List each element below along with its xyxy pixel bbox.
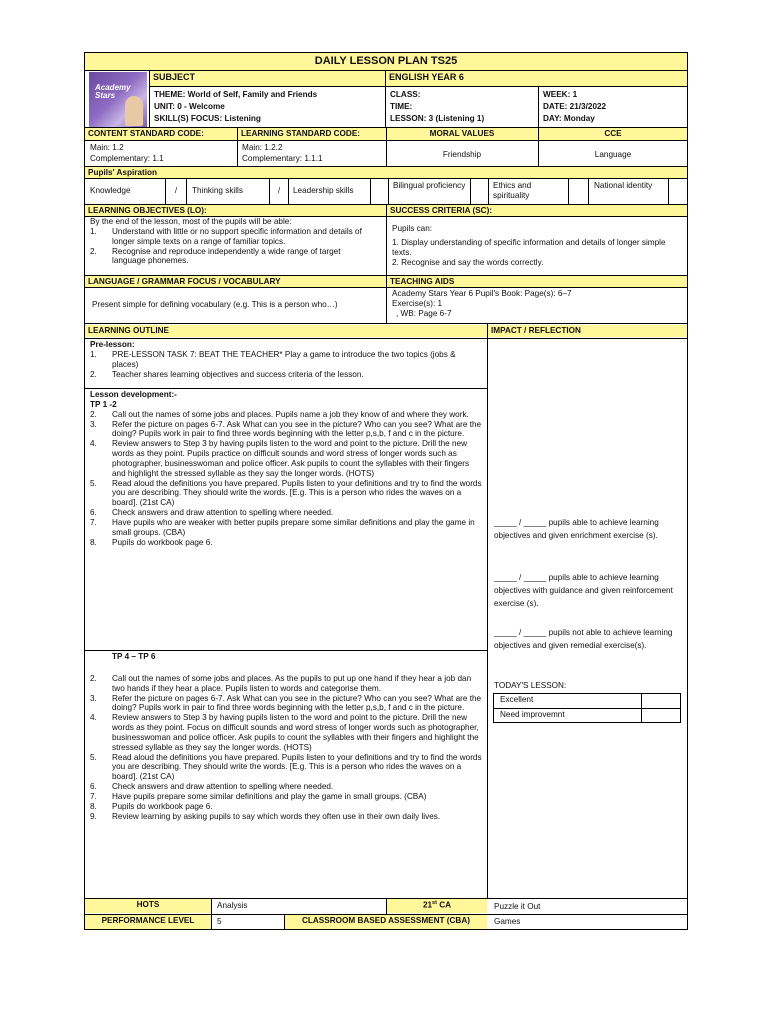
ca-label: 21st CA: [387, 899, 487, 913]
impact-reflection-label: IMPACT / REFLECTION: [488, 325, 687, 337]
tick-knowledge: /: [174, 186, 178, 195]
aids-book: Academy Stars Year 6 Pupil's Book: Page(s): 6–7: [392, 289, 572, 298]
sc-content: [389, 223, 685, 268]
content-complementary: Complementary: 1.1: [90, 154, 164, 163]
list-item: 7. Have pupils who are weaker with better pupils prepare some similar definitions and play the game in small groups. (CBA): [90, 517, 475, 537]
skill-focus: SKILL(S) FOCUS: Listening: [154, 114, 261, 123]
lo-label: LEARNING OBJECTIVES (LO):: [85, 205, 386, 216]
learning-complementary: Complementary: 1.1.1: [242, 154, 323, 163]
tick-thinking: /: [277, 186, 281, 195]
need-improvement-checkbox[interactable]: [642, 709, 680, 722]
sc-item-1: 1. Display understanding of specific information and details of longer simple texts.: [392, 237, 666, 257]
teaching-aids-label: TEACHING AIDS: [387, 276, 687, 287]
list-item: 5. Read aloud the definitions you have prepared. Pupils listen to your definitions and try to find the words you are describing. They should write the words. [E.g. This is a person who rides the waves on a board]. (21st CA): [90, 478, 482, 508]
tp1-label: TP 1 -2: [90, 399, 117, 409]
pre-lesson-section: [87, 339, 485, 380]
list-item: 5. Read aloud the definitions you have prepared. Pupils listen to your definitions and try to find the words you are describing. They should write the words. [E.g. This is a person who rides the waves on a board]. (21st CA): [90, 752, 482, 782]
lesson-development-label: Lesson development:-: [90, 390, 177, 399]
impact-enrichment: _____ / _____ pupils able to achieve learning objectives and given enrichment exercise (s).: [494, 518, 659, 541]
cba-label: CLASSROOM BASED ASSESSMENT (CBA): [285, 915, 487, 929]
hots-value: Analysis: [217, 901, 248, 910]
list-item: 4. Review answers to Step 3 by having pupils listen to the word and point to the picture. Drill the new words as they point. Focus on difficult sounds and word stress of longer words such as photographer, businesswoman and police officer. Ask pupils to count the syllables with their fingers and highlight the stressed syllable as they say the longer words. (HOTS): [90, 713, 479, 752]
tp4-label: TP 4 – TP 6: [112, 652, 156, 661]
theme: THEME: World of Self, Family and Friends: [154, 90, 318, 99]
lo-item: 1. Understand with little or no support specific information and details of longer simple texts on a range of familiar topics.: [90, 226, 362, 246]
excellent-checkbox[interactable]: [642, 694, 680, 707]
learning-main: Main: 1.2.2: [242, 143, 283, 152]
excellent-label: Excellent: [500, 695, 534, 704]
list-item: 6. Check answers and draw attention to spelling where needed.: [90, 782, 334, 792]
lo-content: [87, 216, 377, 267]
aspiration-leadership: Leadership skills: [293, 186, 354, 195]
list-item: 2. Call out the names of some jobs and places. Pupils name a job they know of and where they work.: [90, 409, 469, 419]
learning-outline-label: LEARNING OUTLINE: [85, 325, 487, 337]
language-label: LANGUAGE / GRAMMAR FOCUS / VOCABULARY: [85, 276, 386, 287]
day: DAY: Monday: [543, 114, 595, 123]
logo-figure: [125, 96, 143, 126]
subject-value: ENGLISH YEAR 6: [386, 71, 687, 86]
performance-level-value: 5: [217, 917, 222, 926]
unit: UNIT: 0 - Welcome: [154, 102, 225, 111]
teaching-aids-content: [389, 288, 685, 320]
aspiration-bilingual: Bilingual proficiency: [393, 181, 466, 190]
todays-lesson-label: TODAY'S LESSON:: [494, 681, 567, 690]
aids-exercise: Exercise(s): 1: [392, 298, 443, 308]
lesson-plan-table: [84, 52, 688, 930]
list-item: 1. PRE-LESSON TASK 7: BEAT THE TEACHER* Play a game to introduce the two topics (jobs & places): [90, 349, 456, 369]
list-item: 9. Review learning by asking pupils to say which words they often use in their own daily lives.: [90, 811, 441, 821]
need-improvement-label: Need improvemnt: [500, 710, 565, 719]
content-main: Main: 1.2: [90, 143, 124, 152]
list-item: 3. Refer the picture on pages 6-7. Ask What can you see in the picture? Who can you see? What are the doing? Pupils work in pair to find three words beginning with the letter p,s,b, f and c in the picture.: [90, 419, 482, 439]
list-item: 8. Pupils do workbook page 6.: [90, 537, 213, 547]
list-item: 2. Teacher shares learning objectives and success criteria of the lesson.: [90, 369, 364, 379]
ca-value: Puzzle it Out: [494, 902, 541, 911]
moral-values-label: MORAL VALUES: [387, 128, 537, 140]
sc-item-2: 2. Recognise and say the words correctly.: [392, 257, 544, 267]
book-cover-logo: [89, 72, 147, 128]
list-item: 4. Review answers to Step 3 by having pupils listen to the word and point to the picture. Drill the new words as they point. Pupils practice on difficult sounds and word stress of longer words such as photographer, businesswoman and police officer. Ask pupils to count the syllables with their fingers and highlight the stressed syllable as they say the longer words. (HOTS): [90, 439, 470, 478]
aids-wb: , WB: Page 6-7: [396, 308, 452, 318]
aspiration-ethics: Ethics and spirituality: [493, 181, 532, 200]
impact-reinforcement: _____ / _____ pupils able to achieve learning objectives with guidance and given reinforcement exercise (s).: [494, 573, 673, 609]
lo-intro: By the end of the lesson, most of the pupils will be able:: [90, 217, 292, 226]
lesson: LESSON: 3 (Listening 1): [390, 114, 485, 123]
subject-label: SUBJECT: [150, 71, 385, 86]
aspiration-national: National identity: [594, 181, 653, 190]
tp1-section: [87, 389, 485, 549]
week: WEEK: 1: [543, 90, 578, 99]
aspiration-thinking: Thinking skills: [192, 186, 243, 195]
cce-label: CCE: [539, 128, 687, 140]
aspiration-knowledge: Knowledge: [90, 186, 131, 195]
content-standard-label: CONTENT STANDARD CODE:: [85, 128, 237, 140]
grammar-focus: Present simple for defining vocabulary (e.g. This is a person who…): [92, 300, 338, 309]
tp4-section: [87, 651, 485, 823]
sc-intro: Pupils can:: [392, 224, 433, 233]
hots-label: HOTS: [85, 899, 211, 913]
list-item: 2. Call out the names of some jobs and places. As the pupils to put up one hand if they hear a job dan two hands if they hear a place. Pupils listen to words and categorise them.: [90, 673, 472, 693]
impact-remedial: _____ / _____ pupils not able to achieve learning objectives and given remedial exercise(s).: [494, 628, 673, 651]
pre-lesson-label: Pre-lesson:: [90, 340, 135, 349]
logo-text: Academy Stars: [95, 83, 131, 100]
cba-value: Games: [494, 917, 521, 926]
learning-standard-label: LEARNING STANDARD CODE:: [238, 128, 386, 140]
page-title: DAILY LESSON PLAN TS25: [85, 53, 687, 70]
list-item: 7. Have pupils prepare some similar definitions and play the game in small groups. (CBA): [90, 791, 427, 801]
time: TIME:: [390, 102, 413, 111]
lo-item: 2. Recognise and reproduce independently a wide range of target language phonemes.: [90, 246, 341, 266]
cce-value: Language: [594, 150, 632, 159]
date: DATE: 21/3/2022: [543, 102, 607, 111]
list-item: 8. Pupils do workbook page 6.: [90, 801, 213, 811]
list-item: 3. Refer the picture on pages 6-7. Ask What can you see in the picture? Who can you see? What are the doing? Pupils work in pair to find three words beginning with the letter p,s,b, f and c in the picture.: [90, 693, 482, 713]
list-item: 6. Check answers and draw attention to spelling where needed.: [90, 508, 334, 518]
aspiration-label: Pupils' Aspiration: [85, 167, 687, 178]
performance-level-label: PERFORMANCE LEVEL: [85, 915, 211, 929]
moral-value: Friendship: [442, 150, 482, 159]
sc-label: SUCCESS CRITERIA (SC):: [387, 205, 687, 216]
class: CLASS:: [390, 90, 421, 99]
